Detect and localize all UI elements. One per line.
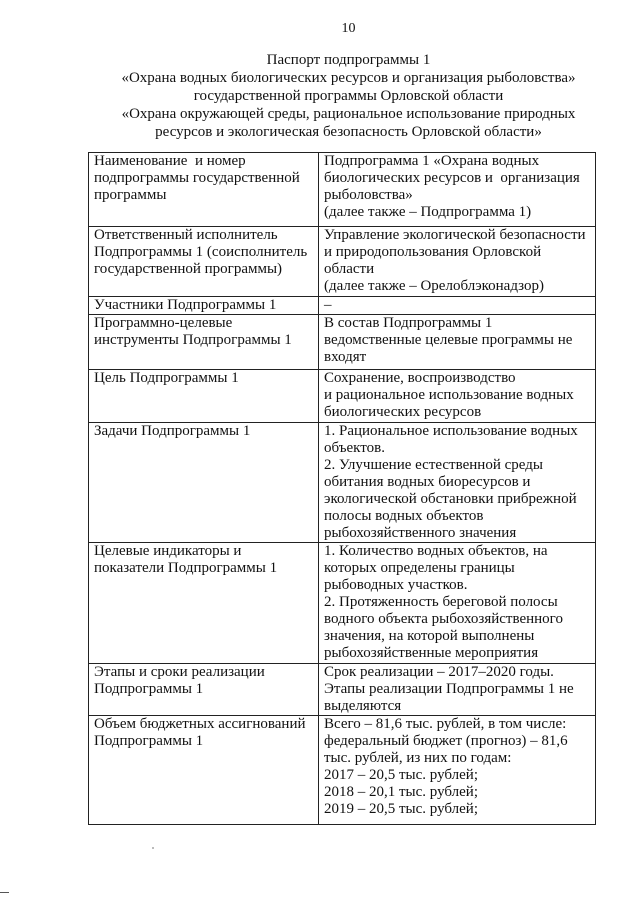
document-subtitle: «Охрана водных биологических ресурсов и организация рыболовства» государственной программы Орловской области «Охрана окружающей среды, рациональное использование природных ресурсов и экологическая безопасность Орловской области» xyxy=(121,70,576,140)
row-value-cell: Управление экологической безопасности и природопользования Орловской области (далее также – Орелоблэконадзор) xyxy=(319,227,596,297)
row-label-cell: Программно-целевые инструменты Подпрограммы 1 xyxy=(89,315,319,370)
row-program-instruments xyxy=(89,315,596,370)
row-label-cell: Наименование и номер подпрограммы государственной программы xyxy=(89,153,319,227)
row-value-cell: – xyxy=(319,297,596,315)
row-label-cell: Этапы и сроки реализации Подпрограммы 1 xyxy=(89,664,319,716)
row-value-cell: Подпрограмма 1 «Охрана водных биологических ресурсов и организация рыболовства» (далее также – Подпрограмма 1) xyxy=(319,153,596,227)
row-responsible-executor xyxy=(89,227,596,297)
row-value-cell: Сохранение, воспроизводство и рациональное использование водных биологических ресурсов xyxy=(319,370,596,423)
row-value-cell: Срок реализации – 2017–2020 годы. Этапы реализации Подпрограммы 1 не выделяются xyxy=(319,664,596,716)
row-subprogram-name xyxy=(89,153,596,227)
document-heading: Паспорт подпрограммы 1 xyxy=(266,52,431,68)
scan-artifact-line xyxy=(0,892,9,893)
document-title-block xyxy=(95,51,602,141)
row-label-cell: Цель Подпрограммы 1 xyxy=(89,370,319,423)
row-goal xyxy=(89,370,596,423)
row-label-cell: Целевые индикаторы и показатели Подпрограммы 1 xyxy=(89,543,319,664)
row-value-cell: Всего – 81,6 тыс. рублей, в том числе: федеральный бюджет (прогноз) – 81,6 тыс. рублей, из них по годам: 2017 – 20,5 тыс. рублей; 2018 – 20,1 тыс. рублей; 2019 – 20,5 тыс. рублей; xyxy=(319,716,596,825)
row-label-cell: Участники Подпрограммы 1 xyxy=(89,297,319,315)
row-target-indicators xyxy=(89,543,596,664)
row-label-cell: Ответственный исполнитель Подпрограммы 1 (соисполнитель государственной программы) xyxy=(89,227,319,297)
row-tasks xyxy=(89,423,596,543)
row-budget-allocations xyxy=(89,716,596,825)
row-value-cell: В состав Подпрограммы 1 ведомственные целевые программы не входят xyxy=(319,315,596,370)
row-value-cell: 1. Количество водных объектов, на которых определены границы рыбоводных участков. 2. Протяженность береговой полосы водного объекта рыбохозяйственного значения, на которой выполнены рыбохозяйственные мероприятия xyxy=(319,543,596,664)
page-number: 10 xyxy=(341,21,356,36)
row-label-cell: Объем бюджетных ассигнований Подпрограммы 1 xyxy=(89,716,319,825)
row-participants xyxy=(89,297,596,315)
row-label-cell: Задачи Подпрограммы 1 xyxy=(89,423,319,543)
row-value-cell: 1. Рациональное использование водных объектов. 2. Улучшение естественной среды обитания водных биоресурсов и экологической обстановки прибрежной полосы водных объектов рыбохозяйственного значения xyxy=(319,423,596,543)
subprogram-passport-table xyxy=(88,152,596,825)
scan-artifact-dot xyxy=(152,847,154,849)
row-stages-and-terms xyxy=(89,664,596,716)
